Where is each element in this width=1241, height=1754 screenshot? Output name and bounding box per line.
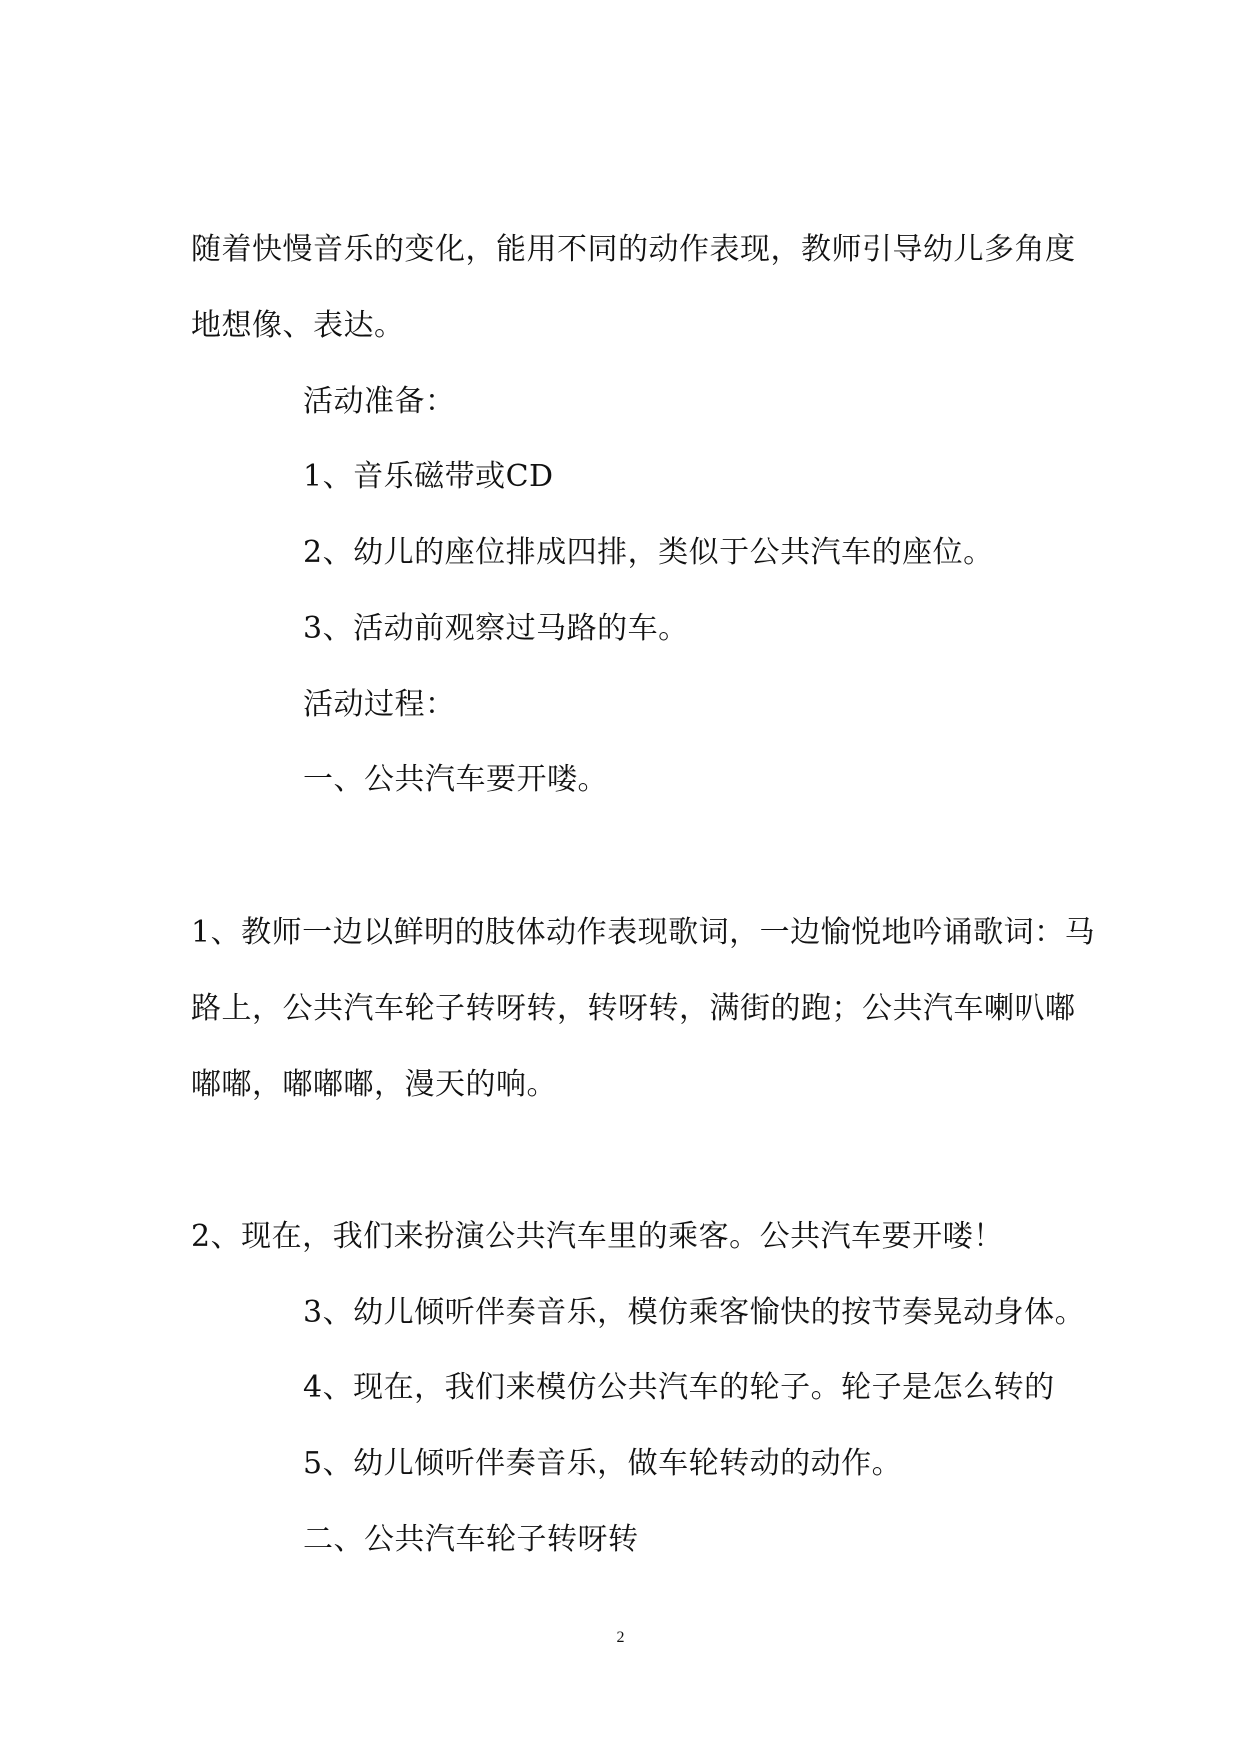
subsection-heading: 一、公共汽车要开喽。 bbox=[303, 762, 608, 797]
paragraph-line: 地想像、表达。 bbox=[191, 308, 405, 343]
page-number: 2 bbox=[616, 1629, 625, 1646]
paragraph-line: 2、现在，我们来扮演公共汽车里的乘客。公共汽车要开喽！ bbox=[191, 1219, 1004, 1254]
list-item: 4、现在，我们来模仿公共汽车的轮子。轮子是怎么转的 bbox=[303, 1370, 1055, 1405]
list-item: 2、幼儿的座位排成四排，类似于公共汽车的座位。 bbox=[303, 535, 994, 570]
list-item: 5、幼儿倾听伴奏音乐，做车轮转动的动作。 bbox=[303, 1446, 903, 1481]
paragraph-line: 1、教师一边以鲜明的肢体动作表现歌词，一边愉悦地吟诵歌词：马 bbox=[191, 915, 1096, 950]
section-heading-preparation: 活动准备： bbox=[303, 384, 456, 419]
list-item: 3、活动前观察过马路的车。 bbox=[303, 611, 689, 646]
paragraph-line: 随着快慢音乐的变化，能用不同的动作表现，教师引导幼儿多角度 bbox=[191, 232, 1076, 267]
subsection-heading: 二、公共汽车轮子转呀转 bbox=[303, 1522, 639, 1557]
section-heading-process: 活动过程： bbox=[303, 687, 456, 722]
list-item: 3、幼儿倾听伴奏音乐，模仿乘客愉快的按节奏晃动身体。 bbox=[303, 1295, 1086, 1330]
paragraph-line: 嘟嘟，嘟嘟嘟，漫天的响。 bbox=[191, 1067, 557, 1102]
paragraph-line: 路上，公共汽车轮子转呀转，转呀转，满街的跑；公共汽车喇叭嘟 bbox=[191, 991, 1076, 1026]
list-item: 1、音乐磁带或CD bbox=[303, 459, 554, 494]
